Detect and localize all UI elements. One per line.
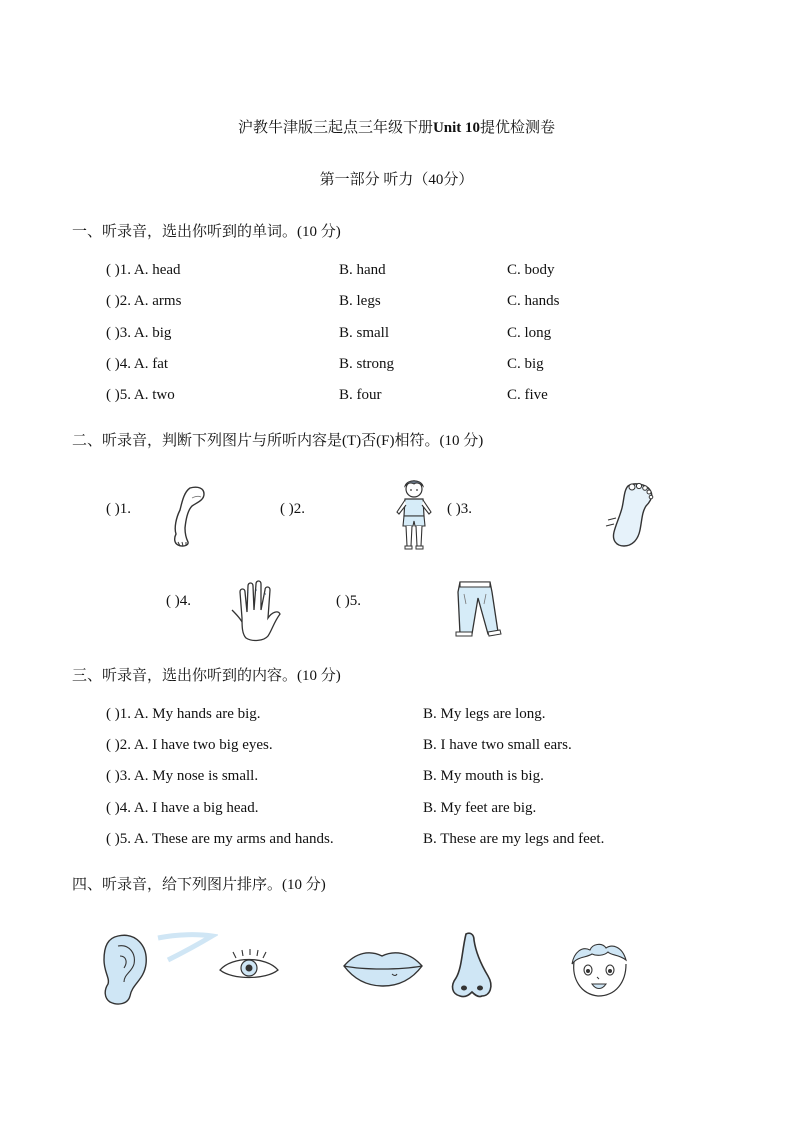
trousers-picture xyxy=(452,578,502,640)
s3-q1-b: B. My legs are long. xyxy=(423,706,546,722)
s2-item4-label: ( )4. xyxy=(166,593,191,609)
part-title: 第一部分 听力（40分） xyxy=(319,172,474,188)
boy-body-picture xyxy=(390,478,438,552)
s2-item5-label: ( )5. xyxy=(336,593,361,609)
section2-heading: 二、听录音，判断下列图片与所听内容是(T)否(F)相符。(10 分) xyxy=(72,433,484,449)
s1-q5-c: C. five xyxy=(507,387,548,403)
title-unit: Unit 10 xyxy=(432,120,481,136)
s2-item1-label: ( )1. xyxy=(106,501,131,517)
s2-item2-label: ( )2. xyxy=(280,501,305,517)
s1-q4-b: B. strong xyxy=(339,356,395,372)
title-prefix: 沪教牛津版三起点三年级下册 xyxy=(237,120,433,136)
s1-q3-a: ( )3. A. big xyxy=(106,325,172,341)
s3-q2-a: ( )2. A. I have two big eyes. xyxy=(106,737,273,753)
eye-picture xyxy=(216,948,282,982)
s3-q5-a: ( )5. A. These are my arms and hands. xyxy=(106,831,334,847)
s1-q3-b: B. small xyxy=(339,325,390,341)
s1-q2-a: ( )2. A. arms xyxy=(106,293,182,309)
foot-picture xyxy=(602,480,656,550)
ear-picture xyxy=(98,930,218,1008)
s1-q1-b: B. hand xyxy=(339,262,386,278)
s1-q5-a: ( )5. A. two xyxy=(106,387,175,403)
s2-item3-label: ( )3. xyxy=(447,501,472,517)
title-suffix: 提优检测卷 xyxy=(480,120,556,136)
s3-q5-b: B. These are my legs and feet. xyxy=(423,831,605,847)
s3-q4-b: B. My feet are big. xyxy=(423,800,537,816)
s1-q5-b: B. four xyxy=(339,387,382,403)
section4-heading: 四、听录音，给下列图片排序。(10 分) xyxy=(72,877,326,893)
s1-q2-b: B. legs xyxy=(339,293,381,309)
arm-picture xyxy=(168,484,208,550)
section3-heading: 三、听录音，选出你听到的内容。(10 分) xyxy=(72,668,341,684)
s1-q2-c: C. hands xyxy=(507,293,560,309)
s1-q4-c: C. big xyxy=(507,356,544,372)
s1-q4-a: ( )4. A. fat xyxy=(106,356,169,372)
s3-q2-b: B. I have two small ears. xyxy=(423,737,572,753)
s1-q1-a: ( )1. A. head xyxy=(106,262,181,278)
s1-q1-c: C. body xyxy=(507,262,555,278)
hand-picture xyxy=(228,578,286,644)
s3-q3-b: B. My mouth is big. xyxy=(423,768,544,784)
s1-q3-c: C. long xyxy=(507,325,552,341)
section1-heading: 一、听录音，选出你听到的单词。(10 分) xyxy=(72,224,341,240)
face-picture xyxy=(568,942,630,1000)
s3-q3-a: ( )3. A. My nose is small. xyxy=(106,768,259,784)
s3-q4-a: ( )4. A. I have a big head. xyxy=(106,800,259,816)
page-title xyxy=(0,116,793,137)
nose-picture xyxy=(448,930,496,1002)
mouth-picture xyxy=(340,946,426,990)
s3-q1-a: ( )1. A. My hands are big. xyxy=(106,706,261,722)
